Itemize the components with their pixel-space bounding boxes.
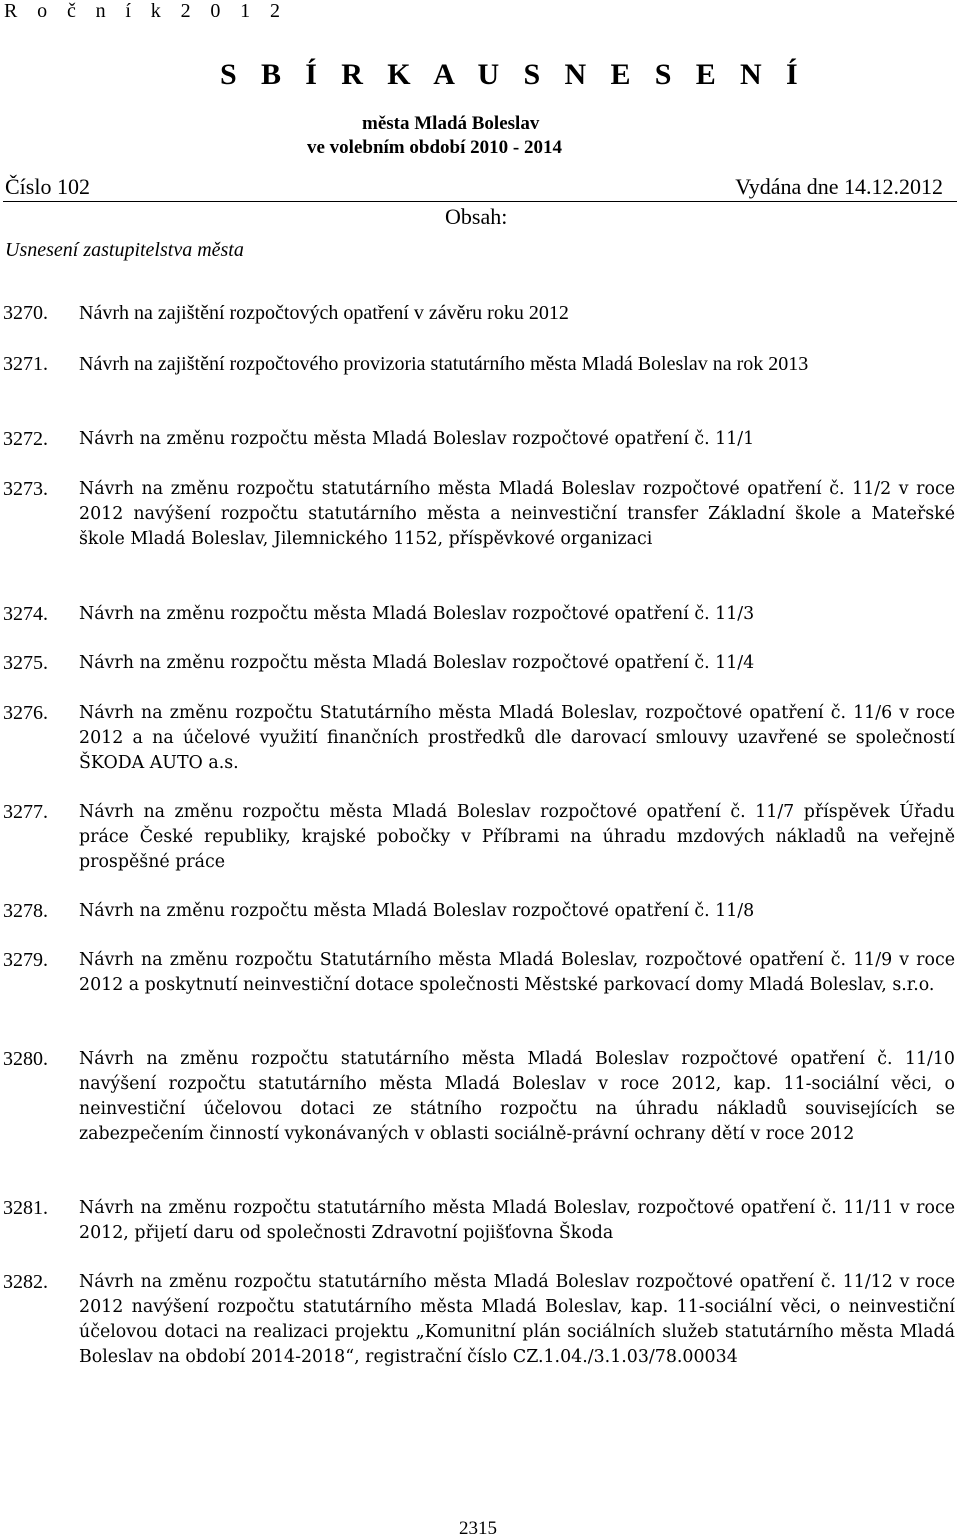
document-title: S B Í R K A U S N E S E N Í xyxy=(220,58,807,91)
resolution-text: Návrh na zajištění rozpočtového provizoria statutárního města Mladá Boleslav na rok 2013 xyxy=(79,353,809,375)
section-label: Usnesení zastupitelstva města xyxy=(5,239,244,261)
resolution-number: 3272. xyxy=(3,428,48,450)
resolution-text: Návrh na zajištění rozpočtových opatření v závěru roku 2012 xyxy=(79,302,569,324)
resolution-number: 3276. xyxy=(3,702,48,724)
page-number: 2315 xyxy=(459,1518,497,1539)
resolution-text: Návrh na změnu rozpočtu statutárního města Mladá Boleslav rozpočtové opatření č. 11/2 v roce 2012 navýšení rozpočtu statutárního města a neinvestiční transfer Základní škole a Mateřské škole Mladá Boleslav, Jilemnického 1152, příspěvkové organizaci xyxy=(79,479,955,549)
resolution-text: Návrh na změnu rozpočtu Statutárního města Mladá Boleslav, rozpočtové opatření č. 11/6 v roce 2012 a na účelové využití finančních prostředků dle darovací smlouvy uzavřené se společností ŠKODA AUTO a.s. xyxy=(79,703,955,773)
resolution-number: 3281. xyxy=(3,1197,48,1219)
resolution-number: 3270. xyxy=(3,302,48,324)
resolution-text: Návrh na změnu rozpočtu statutárního města Mladá Boleslav, rozpočtové opatření č. 11/11 v roce 2012, přijetí daru od společnosti Zdravotní pojišťovna Škoda xyxy=(79,1198,955,1243)
resolution-text: Návrh na změnu rozpočtu statutárního města Mladá Boleslav rozpočtové opatření č. 11/12 v roce 2012 navýšení rozpočtu statutárního města Mladá Boleslav, kap. 11-sociální věci, o neinvestiční účelovou dotaci na realizaci projektu „Komunitní plán sociálních služeb statutárního města Mladá Boleslav na období 2014-2018“, registrační číslo CZ.1.04./3.1.03/78.00034 xyxy=(79,1272,955,1367)
header-divider xyxy=(3,201,957,202)
volume-label: R o č n í k 2 0 1 2 xyxy=(4,0,288,22)
resolution-number: 3275. xyxy=(3,652,48,674)
resolution-number: 3274. xyxy=(3,603,48,625)
issued-date: Vydána dne 14.12.2012 xyxy=(735,174,943,199)
issue-number: Číslo 102 xyxy=(5,174,90,199)
resolution-number: 3278. xyxy=(3,900,48,922)
resolution-number: 3273. xyxy=(3,478,48,500)
resolution-number: 3282. xyxy=(3,1271,48,1293)
resolution-text: Návrh na změnu rozpočtu města Mladá Boleslav rozpočtové opatření č. 11/4 xyxy=(79,653,755,673)
resolution-text: Návrh na změnu rozpočtu města Mladá Boleslav rozpočtové opatření č. 11/1 xyxy=(79,429,755,449)
resolution-text: Návrh na změnu rozpočtu města Mladá Boleslav rozpočtové opatření č. 11/3 xyxy=(79,604,755,624)
resolution-text: Návrh na změnu rozpočtu statutárního města Mladá Boleslav rozpočtové opatření č. 11/10 navýšení rozpočtu statutárního města Mladá Boleslav v roce 2012, kap. 11-sociální věci, o neinvestiční účelovou dotaci ze státního rozpočtu na úhradu nákladů souvisejících se zabezpečením činností vykonávaných v oblasti sociálně-právní ochrany dětí v roce 2012 xyxy=(79,1049,955,1144)
subtitle-term: ve volebním období 2010 - 2014 xyxy=(307,137,562,158)
contents-label: Obsah: xyxy=(445,204,508,229)
subtitle-municipality: města Mladá Boleslav xyxy=(362,113,540,134)
resolution-number: 3280. xyxy=(3,1048,48,1070)
resolution-text: Návrh na změnu rozpočtu města Mladá Boleslav rozpočtové opatření č. 11/8 xyxy=(79,901,755,921)
resolution-text: Návrh na změnu rozpočtu Statutárního města Mladá Boleslav, rozpočtové opatření č. 11/9 v roce 2012 a poskytnutí neinvestiční dotace společnosti Městské parkovací domy Mladá Boleslav, s.r.o. xyxy=(79,950,955,995)
resolution-number: 3271. xyxy=(3,353,48,375)
resolution-number: 3277. xyxy=(3,801,48,823)
resolution-number: 3279. xyxy=(3,949,48,971)
resolution-text: Návrh na změnu rozpočtu města Mladá Boleslav rozpočtové opatření č. 11/7 příspěvek Úřadu práce České republiky, krajské pobočky v Příbrami na úhradu mzdových nákladů na veřejně prospěšné práce xyxy=(79,802,955,872)
